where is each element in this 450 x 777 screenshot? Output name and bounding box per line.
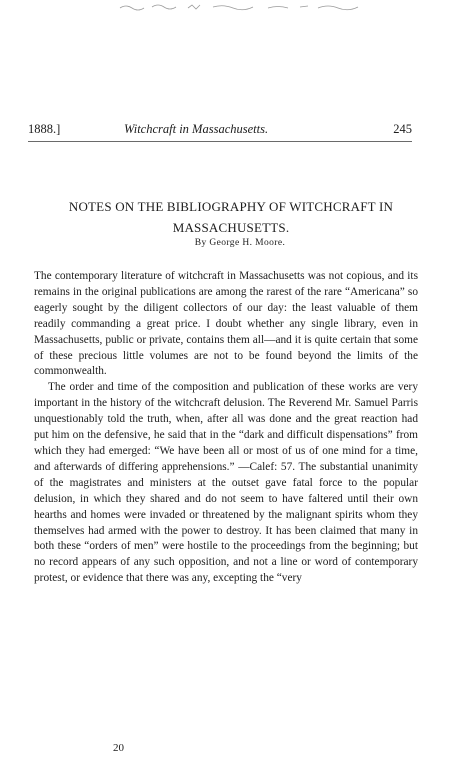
signature-mark: 20 <box>113 742 124 754</box>
article-title: NOTES ON THE BIBLIOGRAPHY OF WITCHCRAFT IN MASSACHUSETTS. <box>68 199 394 235</box>
header-year: 1888.] <box>28 122 61 136</box>
article-byline: By George H. Moore. <box>194 238 286 248</box>
running-title: Witchcraft in Massachusetts. <box>124 122 269 136</box>
paragraph: The order and time of the composition and publication of these works are very important in the history of the witchcraft delusion. The Reverend Mr. Samuel Parris unquestionably told the truth, when, after all was done and the great reaction had put him on the defensive, he said that in the “dark and difficult dispensations” from which they had emerged: “We have been all or most of us of one mind for a time, and afterwards of differing apprehensions.” —Calef: 57. The substantial unanimity of the magistrates and ministers at the outset gave fatal force to the popular delusion, in which they shared and do not seem to have faltered until their own hearths and homes were invaded or threatened by the malignant spirits whom they themselves had armed with the power to destroy. It has been claimed that many in both these “orders of men” were hostile to the proceedings from the beginning; but no record appears of any such opposition, and not a line or word of contemporary protest, or evidence that there was any, excepting the “very <box>34 381 418 585</box>
header-rule <box>28 141 412 142</box>
paragraph: The contemporary literature of witchcraft in Massachusetts was not copious, and its remains in the original publications are among the rarest of the rare “Americana” so eagerly sought by the diligent collectors of our day: the least valuable of them readily commanding a great price. I doubt whether any single library, even in Massachusetts, public or private, contains them all—and it is quite certain that some of these precious little volumes are not to be found beyond the limits of the commonwealth. <box>34 270 418 378</box>
handwritten-annotation <box>118 2 368 12</box>
running-header <box>28 122 412 138</box>
article-body <box>34 269 418 587</box>
page-number: 245 <box>393 122 412 136</box>
